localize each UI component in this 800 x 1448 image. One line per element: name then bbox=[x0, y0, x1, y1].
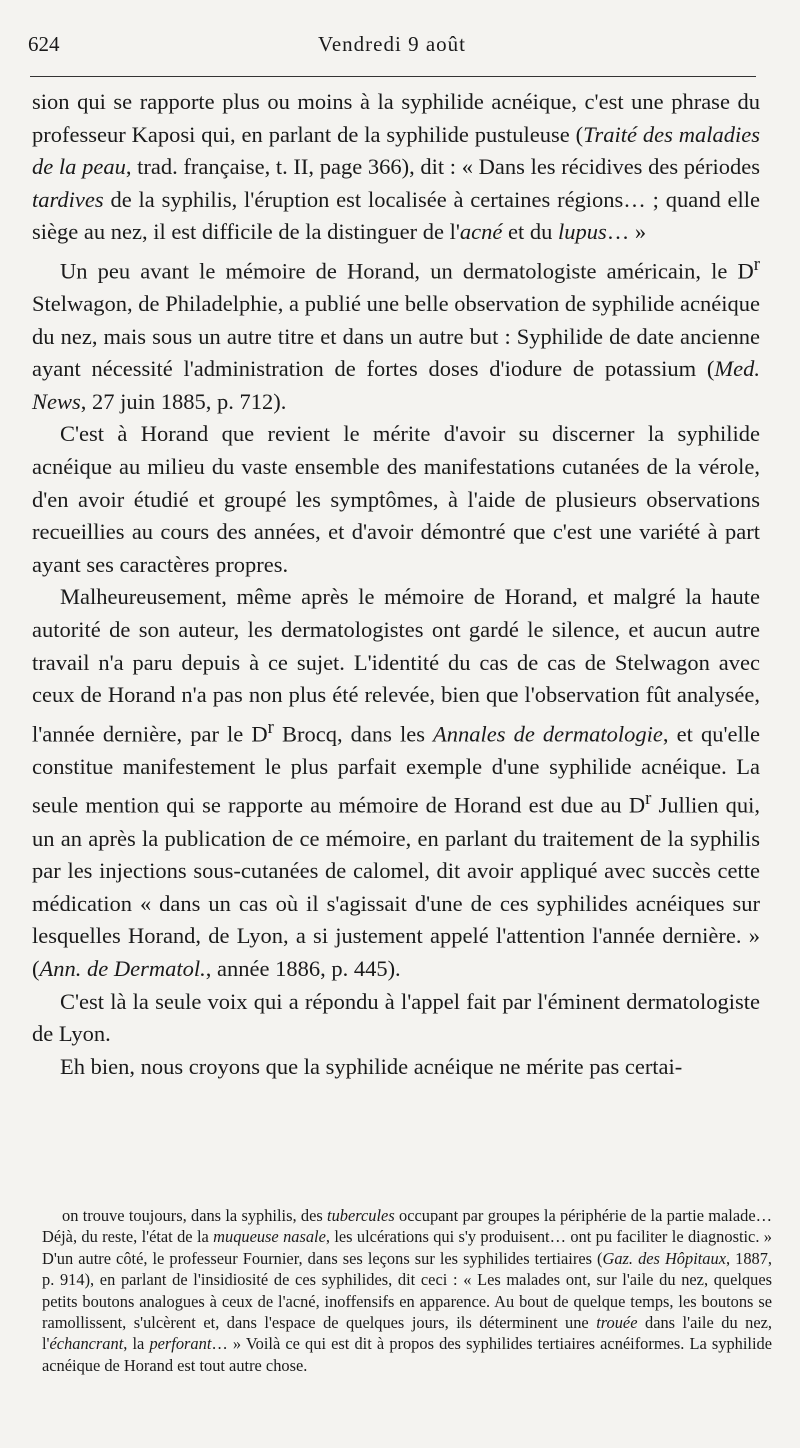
paragraph-5: C'est là la seule voix qui a répondu à l'appel fait par l'éminent dermatologiste de Lyon. bbox=[32, 988, 760, 1047]
page-number: 624 bbox=[28, 32, 60, 56]
paragraph-2: Un peu avant le mémoire de Horand, un dermatologiste américain, le $D^r$ Stelwagon, de Philadelphie, a publié une belle observation de syphilide acnéique du nez, mais sous un autre titre et dans un autre but : Syphilide de date ancienne ayant nécessité l'administration de fortes doses d'iodure de potassium (Med. News, 27 juin 1885, p. 712). bbox=[32, 253, 760, 414]
footnote bbox=[42, 1205, 772, 1376]
paragraph-6: Eh bien, nous croyons que la syphilide acnéique ne mérite pas certai- bbox=[60, 1053, 683, 1079]
running-header bbox=[28, 32, 756, 62]
header-rule bbox=[30, 76, 756, 77]
paragraph-4: Malheureusement, même après le mémoire de Horand, et malgré la haute autorité de son auteur, les dermatologistes ont gardé le silence, et aucun autre travail n'a paru depuis à ce sujet. L'identité du cas de cas de Stelwagon avec ceux de Horand n'a pas non plus été relevée, bien que l'observation fût analysée, l'année dernière, par le $D^r$ Brocq, dans les Annales de dermatologie, et qu'elle constitue manifestement le plus parfait exemple d'une syphilide acnéique. La seule mention qui se rapporte au mémoire de Horand est due au $D^r$ Jullien qui, un an après la publication de ce mémoire, en parlant du traitement de la syphilis par les injections sous-cutanées de calomel, dit avoir appliqué avec succès cette médication « dans un cas où il s'agissait d'une de ces syphilides acnéiques sur lesquelles Horand, de Lyon, a si justement appelé l'attention l'année dernière. » (Ann. de Dermatol., année 1886, p. 445). bbox=[32, 584, 761, 981]
footnote-text: on trouve toujours, dans la syphilis, des tubercules occupant par groupes la périphérie de la partie malade… Déjà, du reste, l'état de la muqueuse nasale, les ulcérations qui s'y produisent… ont pu faciliter le diagnostic. » D'un autre côté, le professeur Fournier, dans ses leçons sur les syphilides tertiaires (Gaz. des Hôpitaux, 1887, p. 914), en parlant de l'insidiosité de ces syphilides, dit ceci : « Les malades ont, sur l'aile du nez, quelques petits boutons analogues à ceux de l'acné, inoffensifs en apparence. Au bout de quelque temps, les boutons se ramollissent, s'ulcèrent et, dans l'espace de quelques jours, ils déterminent une trouée dans l'aile du nez, l'échancrant, la perforant… » Voilà ce qui est dit à propos des syphilides tertiaires acnéiformes. La syphilide acnéique de Horand est tout autre chose. bbox=[42, 1206, 772, 1375]
running-title: Vendredi 9 août bbox=[318, 32, 466, 56]
paragraph-1: sion qui se rapporte plus ou moins à la syphilide acnéique, c'est une phrase du professeur Kaposi qui, en parlant de la syphilide pustuleuse (Traité des maladies de la peau, trad. française, t. II, page 366), dit : « Dans les récidives des périodes tardives de la syphilis, l'éruption est localisée à certaines régions… ; quand elle siège au nez, il est difficile de la distinguer de l'acné et du lupus… » bbox=[32, 89, 760, 245]
main-text bbox=[32, 86, 760, 1083]
paragraph-3: C'est à Horand que revient le mérite d'avoir su discerner la syphilide acnéique au milieu du vaste ensemble des manifestations cutanées de la vérole, d'en avoir étudié et groupé les symptômes, à l'aide de plusieurs observations recueillies au cours des années, et d'avoir démontré que c'est une variété à part ayant ses caractères propres. bbox=[32, 421, 760, 577]
